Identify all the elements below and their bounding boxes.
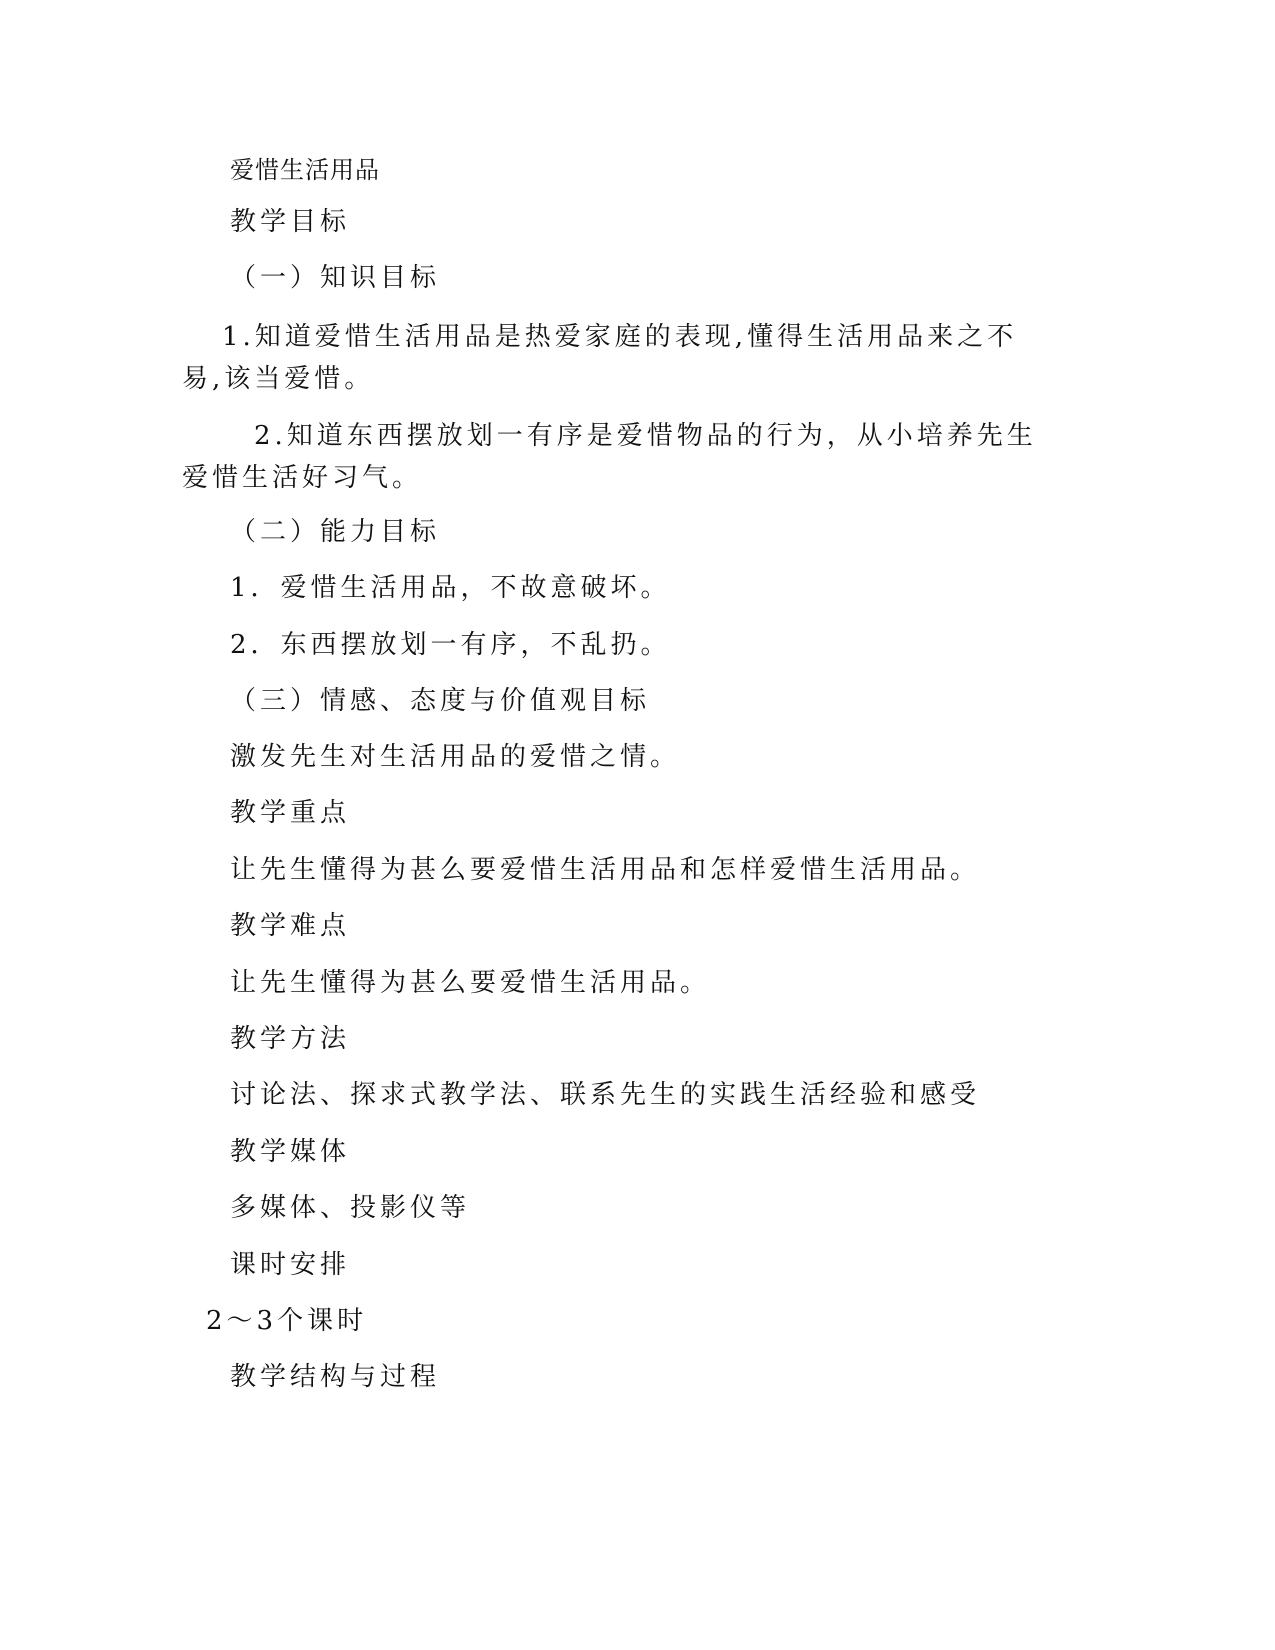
ability-goal-1: 1．爱惜生活用品，不故意破坏。 (230, 573, 671, 603)
schedule-text: 2～3个课时 (206, 1306, 368, 1336)
heading-teaching-methods: 教学方法 (230, 1024, 351, 1054)
heading-structure-process: 教学结构与过程 (230, 1362, 441, 1392)
heading-teaching-goals: 教学目标 (230, 207, 351, 237)
heading-difficult-points: 教学难点 (230, 911, 351, 941)
heading-teaching-media: 教学媒体 (230, 1137, 351, 1167)
document-title: 爱惜生活用品 (230, 156, 380, 184)
difficult-points-text: 让先生懂得为甚么要爱惜生活用品。 (230, 968, 711, 998)
subheading-emotion-goals: （三）情感、态度与价值观目标 (230, 686, 651, 716)
heading-schedule: 课时安排 (230, 1250, 351, 1280)
subheading-knowledge-goals: （一）知识目标 (230, 263, 441, 293)
knowledge-goal-2: 2.知道东西摆放划一有序是爱惜物品的行为，从小培养先生爱惜生活好习气。 (182, 421, 1037, 493)
ability-goal-2: 2．东西摆放划一有序，不乱扔。 (230, 630, 671, 660)
subheading-ability-goals: （二）能力目标 (230, 517, 441, 547)
emotion-goal-text: 激发先生对生活用品的爱惜之情。 (230, 742, 681, 772)
teaching-media-text: 多媒体、投影仪等 (230, 1193, 471, 1223)
heading-key-points: 教学重点 (230, 798, 351, 828)
key-points-text: 让先生懂得为甚么要爱惜生活用品和怎样爱惜生活用品。 (230, 855, 981, 885)
teaching-methods-text: 讨论法、探求式教学法、联系先生的实践生活经验和感受 (230, 1080, 981, 1110)
knowledge-goal-1: 1.知道爱惜生活用品是热爱家庭的表现,懂得生活用品来之不易,该当爱惜。 (182, 322, 1018, 394)
